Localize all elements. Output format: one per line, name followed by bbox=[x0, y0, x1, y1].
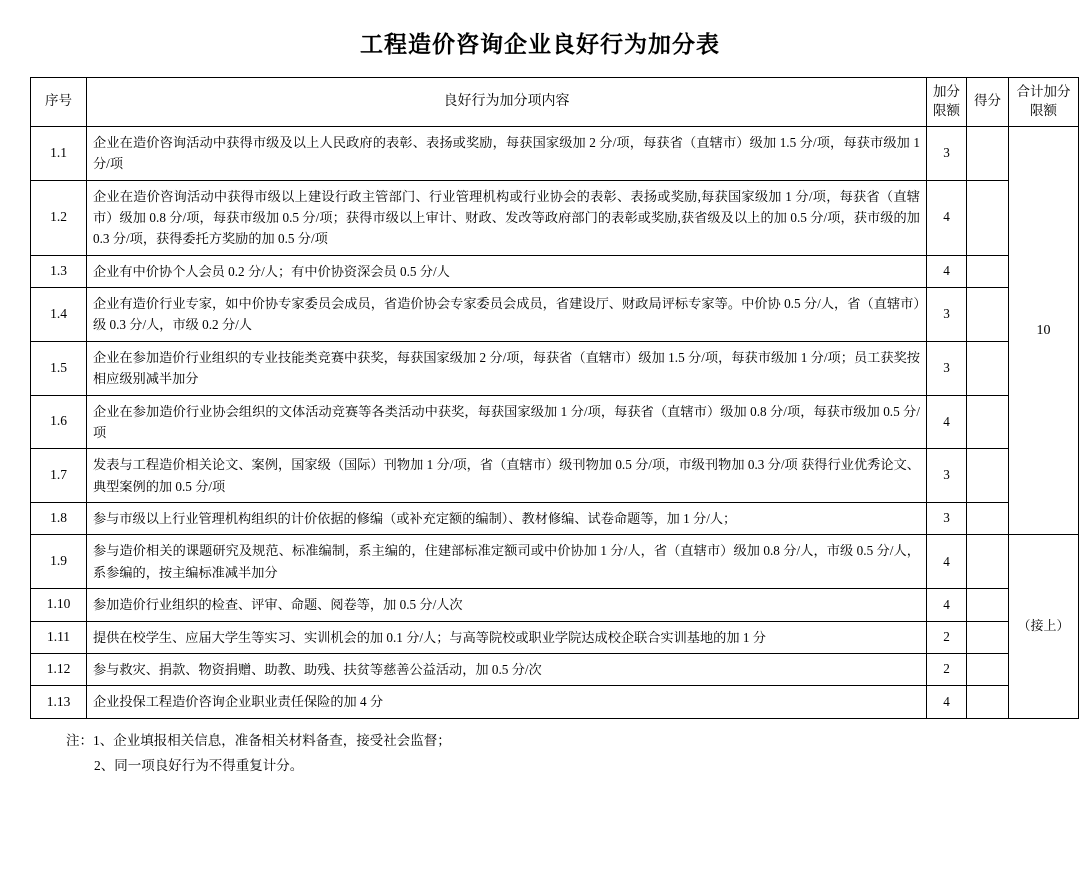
row-score[interactable] bbox=[967, 589, 1009, 621]
row-no: 1.5 bbox=[31, 341, 87, 395]
header-content: 良好行为加分项内容 bbox=[87, 78, 927, 127]
row-no: 1.10 bbox=[31, 589, 87, 621]
page-title: 工程造价咨询企业良好行为加分表 bbox=[360, 32, 720, 57]
row-limit: 4 bbox=[927, 589, 967, 621]
header-no: 序号 bbox=[31, 78, 87, 127]
table-row bbox=[31, 535, 1079, 589]
table-row bbox=[31, 341, 1079, 395]
row-content: 参加造价行业组织的检查、评审、命题、阅卷等，加 0.5 分/人次 bbox=[87, 589, 927, 621]
row-score[interactable] bbox=[967, 255, 1009, 287]
row-content: 企业在造价咨询活动中获得市级及以上人民政府的表彰、表扬或奖励，每获国家级加 2 分/项，每获省（直辖市）级加 1.5 分/项，每获市级加 1 分/项 bbox=[87, 126, 927, 180]
row-content: 企业在造价咨询活动中获得市级以上建设行政主管部门、行业管理机构或行业协会的表彰、表扬或奖励,每获国家级加 1 分/项，每获省（直辖市）级加 0.8 分/项，每获市级加 0.5 分/项；获得市级以上审计、财政、发改等政府部门的表彰或奖励,获省级及以上的加 0.5 分/项，获市级的加 0.3 分/项，获得委托方奖励的加 0.5 分/项 bbox=[87, 180, 927, 255]
row-no: 1.9 bbox=[31, 535, 87, 589]
total-limit-cell: 10 bbox=[1009, 126, 1079, 535]
row-no: 1.1 bbox=[31, 126, 87, 180]
table-header-row bbox=[31, 78, 1079, 127]
row-content: 参与造价相关的课题研究及规范、标准编制，系主编的，住建部标准定额司或中价协加 1 分/人，省（直辖市）级加 0.8 分/人，市级 0.5 分/人，系参编的，按主编标准减半加分 bbox=[87, 535, 927, 589]
row-no: 1.3 bbox=[31, 255, 87, 287]
row-score[interactable] bbox=[967, 686, 1009, 718]
row-score[interactable] bbox=[967, 503, 1009, 535]
row-limit: 3 bbox=[927, 449, 967, 503]
row-no: 1.12 bbox=[31, 653, 87, 685]
row-limit: 4 bbox=[927, 180, 967, 255]
row-limit: 3 bbox=[927, 126, 967, 180]
row-content: 提供在校学生、应届大学生等实习、实训机会的加 0.1 分/人；与高等院校或职业学院达成校企联合实训基地的加 1 分 bbox=[87, 621, 927, 653]
row-content: 企业有造价行业专家，如中价协专家委员会成员，省造价协会专家委员会成员，省建设厅、财政局评标专家等。中价协 0.5 分/人，省（直辖市）级 0.3 分/人，市级 0.2 分/人 bbox=[87, 288, 927, 342]
row-score[interactable] bbox=[967, 288, 1009, 342]
row-content: 参与市级以上行业管理机构组织的计价依据的修编（或补充定额的编制）、教材修编、试卷命题等，加 1 分/人； bbox=[87, 503, 927, 535]
table-row bbox=[31, 255, 1079, 287]
table-row bbox=[31, 395, 1079, 449]
total-limit-continued-cell: （接上） bbox=[1009, 535, 1079, 718]
table-notes bbox=[30, 729, 1050, 779]
row-limit: 3 bbox=[927, 341, 967, 395]
row-score[interactable] bbox=[967, 395, 1009, 449]
row-limit: 3 bbox=[927, 288, 967, 342]
header-total: 合计加分限额 bbox=[1009, 78, 1079, 127]
table-row bbox=[31, 621, 1079, 653]
table-row bbox=[31, 126, 1079, 180]
row-no: 1.11 bbox=[31, 621, 87, 653]
row-score[interactable] bbox=[967, 653, 1009, 685]
row-limit: 2 bbox=[927, 621, 967, 653]
row-limit: 3 bbox=[927, 503, 967, 535]
row-content: 企业在参加造价行业协会组织的文体活动竞赛等各类活动中获奖，每获国家级加 1 分/项，每获省（直辖市）级加 0.8 分/项，每获市级加 0.5 分/项 bbox=[87, 395, 927, 449]
row-limit: 4 bbox=[927, 686, 967, 718]
table-row bbox=[31, 653, 1079, 685]
row-limit: 4 bbox=[927, 255, 967, 287]
row-score[interactable] bbox=[967, 341, 1009, 395]
row-content: 参与救灾、捐款、物资捐赠、助教、助残、扶贫等慈善公益活动，加 0.5 分/次 bbox=[87, 653, 927, 685]
row-score[interactable] bbox=[967, 449, 1009, 503]
table-row bbox=[31, 686, 1079, 718]
table-row bbox=[31, 503, 1079, 535]
table-row bbox=[31, 288, 1079, 342]
row-score[interactable] bbox=[967, 535, 1009, 589]
table-row bbox=[31, 449, 1079, 503]
table-header bbox=[31, 78, 1079, 127]
table-row bbox=[31, 589, 1079, 621]
row-no: 1.7 bbox=[31, 449, 87, 503]
row-content: 企业投保工程造价咨询企业职业责任保险的加 4 分 bbox=[87, 686, 927, 718]
good-behavior-score-table bbox=[30, 77, 1079, 719]
row-score[interactable] bbox=[967, 621, 1009, 653]
row-limit: 2 bbox=[927, 653, 967, 685]
row-no: 1.2 bbox=[31, 180, 87, 255]
row-limit: 4 bbox=[927, 535, 967, 589]
table-row bbox=[31, 180, 1079, 255]
header-score: 得分 bbox=[967, 78, 1009, 127]
row-no: 1.13 bbox=[31, 686, 87, 718]
row-score[interactable] bbox=[967, 180, 1009, 255]
row-content: 发表与工程造价相关论文、案例，国家级（国际）刊物加 1 分/项，省（直辖市）级刊物加 0.5 分/项，市级刊物加 0.3 分/项 获得行业优秀论文、典型案例的加 0.5 分/项 bbox=[87, 449, 927, 503]
row-limit: 4 bbox=[927, 395, 967, 449]
note-line-1: 注：1、企业填报相关信息，准备相关材料备查，接受社会监督； bbox=[66, 732, 451, 748]
row-content: 企业有中价协个人会员 0.2 分/人；有中价协资深会员 0.5 分/人 bbox=[87, 255, 927, 287]
row-no: 1.6 bbox=[31, 395, 87, 449]
note-line-2: 2、同一项良好行为不得重复计分。 bbox=[94, 757, 304, 773]
table-body bbox=[31, 126, 1079, 718]
row-score[interactable] bbox=[967, 126, 1009, 180]
row-no: 1.8 bbox=[31, 503, 87, 535]
header-limit: 加分限额 bbox=[927, 78, 967, 127]
row-content: 企业在参加造价行业组织的专业技能类竞赛中获奖，每获国家级加 2 分/项，每获省（直辖市）级加 1.5 分/项，每获市级加 1 分/项；员工获奖按相应级别减半加分 bbox=[87, 341, 927, 395]
document-page bbox=[0, 26, 1080, 888]
row-no: 1.4 bbox=[31, 288, 87, 342]
